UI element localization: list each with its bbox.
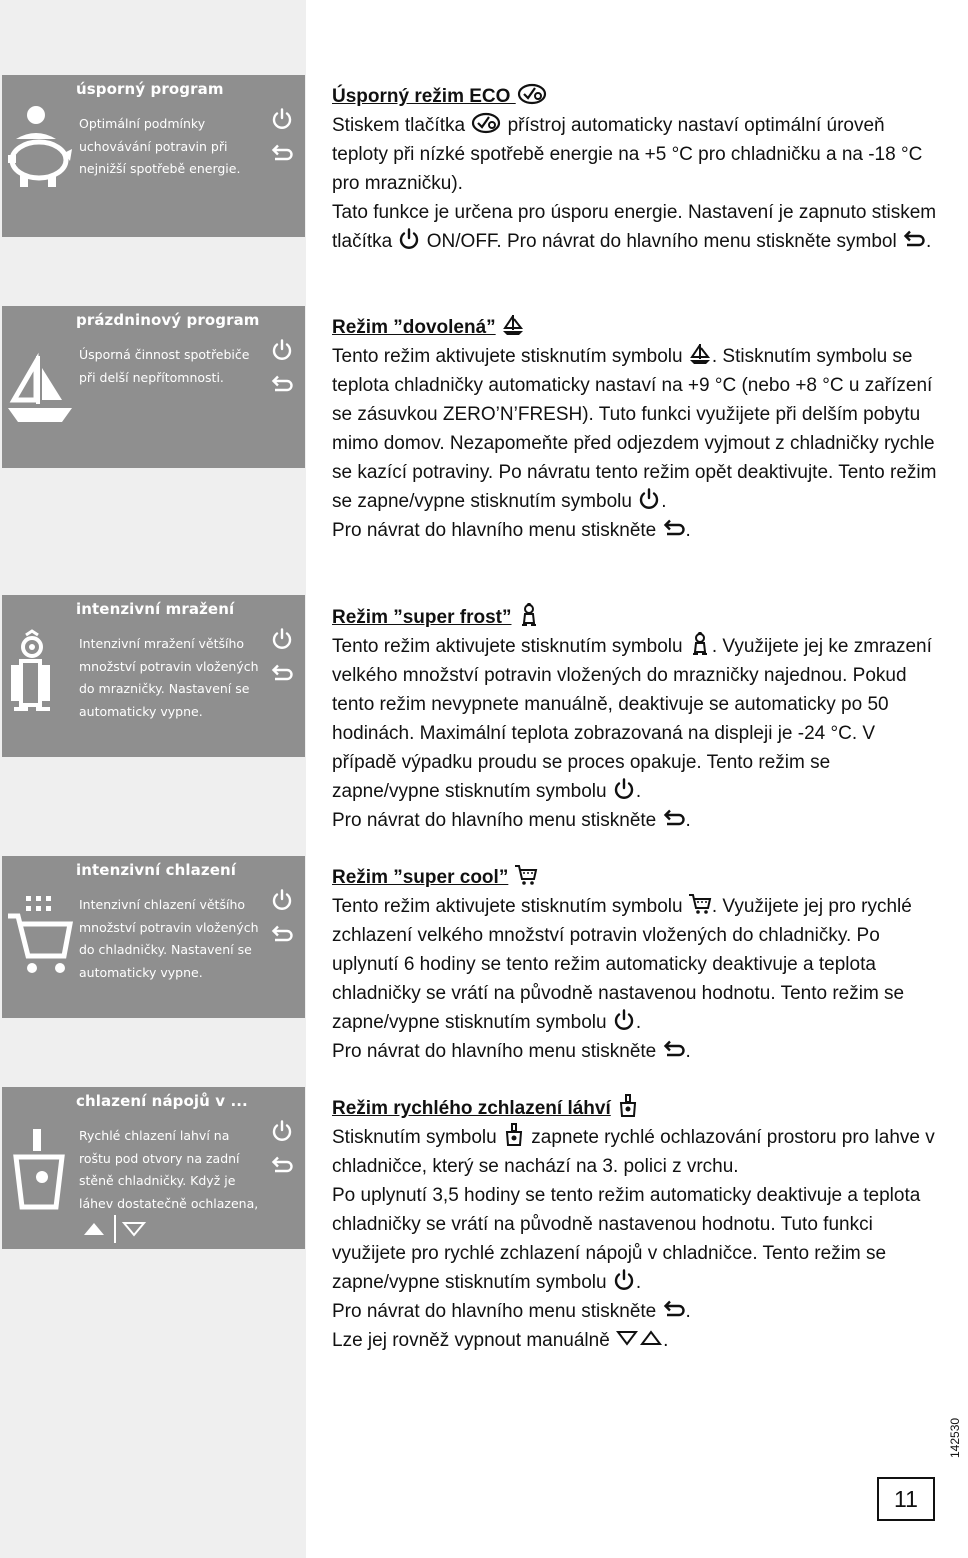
back-icon[interactable] bbox=[270, 141, 300, 171]
up-arrow-icon[interactable] bbox=[82, 1219, 106, 1242]
penguin-icon bbox=[6, 633, 66, 718]
panel-title: intenzivní mražení bbox=[76, 600, 235, 618]
penguin-icon bbox=[517, 603, 541, 627]
panel-description: Intenzivní chlazení většího množství potravin vložených do chladničky. Nastavení se automaticky vypne. bbox=[79, 897, 259, 980]
power-icon bbox=[612, 1008, 636, 1032]
body-text: Pro návrat do hlavního menu stiskněte bbox=[332, 1301, 662, 1322]
panel-super-cool bbox=[2, 856, 305, 1018]
section-heading: Režim ”dovolená” bbox=[332, 317, 496, 338]
back-icon[interactable] bbox=[270, 372, 300, 402]
body-text: . bbox=[685, 1301, 691, 1322]
body-text: Pro návrat do hlavního menu stiskněte bbox=[332, 1041, 662, 1062]
page-number: 11 bbox=[877, 1477, 935, 1521]
sailboat-icon bbox=[688, 342, 712, 366]
back-icon[interactable] bbox=[270, 922, 300, 952]
body-text: . bbox=[685, 810, 691, 831]
shopping-cart-icon bbox=[6, 894, 76, 984]
section-heading: Režim ”super frost” bbox=[332, 607, 512, 628]
power-icon[interactable] bbox=[270, 107, 300, 137]
panel-bottle-cooling bbox=[2, 1087, 305, 1249]
panel-description: Intenzivní mražení většího množství potravin vložených do mrazničky. Nastavení se automaticky vypne. bbox=[79, 636, 259, 719]
body-text: . bbox=[685, 520, 691, 541]
body-text: Tato funkce je určena pro úsporu energie. Nastavení je zapnuto stiskem tlačítka bbox=[332, 202, 937, 252]
shopping-cart-icon bbox=[688, 892, 712, 916]
eco-icon bbox=[470, 111, 502, 135]
body-text: Po uplynutí 3,5 hodiny se tento režim automaticky deaktivuje a teplota chladničky se vrátí na původně nastavenou hodnotu. Tuto funkci využijete pro rychlé zchlazení nápojů v chladničce. Tento režim se zapne/vypne stisknutím symbolu bbox=[332, 1185, 921, 1293]
body-text: . Využijete jej pro rychlé zchlazení velkého množství potravin vložených do chladničky. Po uplynutí 6 hodiny se tento režim automaticky deaktivuje a teplota chladničky se vrátí na původně nastavenou hodnotu. Tento režim se zapne/vypne stisknutím symbolu bbox=[332, 896, 912, 1033]
section-super-cool bbox=[332, 863, 942, 1066]
section-heading: Režim rychlého zchlazení láhví bbox=[332, 1098, 611, 1119]
bottle-bucket-icon bbox=[10, 1127, 70, 1217]
panel-eco-program bbox=[2, 75, 305, 237]
shopping-cart-icon bbox=[514, 863, 538, 887]
panel-title: prázdninový program bbox=[76, 311, 260, 329]
section-bottle-cooling bbox=[332, 1094, 942, 1355]
back-icon[interactable] bbox=[270, 661, 300, 691]
back-icon[interactable] bbox=[270, 1153, 300, 1183]
body-text: . Využijete jej ke zmrazení velkého množství potravin vložených do mrazničky najednou. Pokud tento režim nevypnete manuálně, deaktivuje se automaticky po 50 hodinách. Maximální teplota zobrazovaná na displeji je -24 °C. V případě výpadku proudu se proces opakuje. Tento režim se zapne/vypne stisknutím symbolu bbox=[332, 636, 932, 802]
body-text: Tento režim aktivujete stisknutím symbolu bbox=[332, 896, 688, 917]
penguin-icon bbox=[688, 632, 712, 656]
bottle-icon bbox=[616, 1094, 640, 1118]
body-text: ON/OFF. Pro návrat do hlavního menu stiskněte symbol bbox=[421, 231, 902, 252]
piggy-bank-icon bbox=[6, 105, 76, 210]
body-text: . bbox=[685, 1041, 691, 1062]
document-code: 142530 bbox=[948, 1417, 962, 1458]
panel-description: Rychlé chlazení lahví na roštu pod otvory na zadní stěně chladničky. Když je láhev dostatečně ochlazena, bbox=[79, 1128, 259, 1211]
power-icon[interactable] bbox=[270, 627, 300, 657]
panel-description: Úsporná činnost spotřebiče při delší nepřítomnosti. bbox=[79, 347, 250, 385]
body-text: Tento režim aktivujete stisknutím symbolu bbox=[332, 346, 688, 367]
body-text: Stisknutím symbolu bbox=[332, 1127, 502, 1148]
power-icon[interactable] bbox=[270, 1119, 300, 1149]
panel-title: chlazení nápojů v ... bbox=[76, 1092, 248, 1110]
body-text: . bbox=[635, 1272, 642, 1293]
sailboat-icon bbox=[501, 313, 525, 337]
back-icon bbox=[662, 516, 686, 540]
body-text: Pro návrat do hlavního menu stiskněte bbox=[332, 810, 662, 831]
body-text: . bbox=[661, 491, 667, 512]
panel-title: úsporný program bbox=[76, 80, 224, 98]
power-icon bbox=[637, 487, 661, 511]
body-text: . bbox=[663, 1330, 669, 1351]
power-icon bbox=[397, 227, 421, 251]
body-text: Lze jej rovněž vypnout manuálně bbox=[332, 1330, 616, 1351]
eco-icon bbox=[516, 82, 548, 106]
body-text: Pro návrat do hlavního menu stiskněte bbox=[332, 520, 662, 541]
body-text: přístroj automaticky nastaví optimální úroveň teploty při nízké spotřebě energie na +5 °C pro chladničku a na -18 °C pro mrazničku). bbox=[332, 115, 923, 194]
power-icon bbox=[612, 777, 636, 801]
divider bbox=[114, 1215, 116, 1243]
power-icon[interactable] bbox=[270, 888, 300, 918]
back-icon bbox=[902, 227, 926, 251]
panel-title: intenzivní chlazení bbox=[76, 861, 236, 879]
sailboat-icon bbox=[6, 354, 76, 434]
down-arrow-icon bbox=[615, 1326, 639, 1350]
section-heading: Úsporný režim ECO bbox=[332, 86, 516, 107]
up-arrow-icon bbox=[639, 1326, 663, 1350]
back-icon bbox=[662, 1037, 686, 1061]
body-text: Stiskem tlačítka bbox=[332, 115, 471, 136]
panel-super-frost bbox=[2, 595, 305, 757]
panel-description: Optimální podmínky uchovávání potravin při nejnižší spotřebě energie. bbox=[79, 116, 241, 176]
back-icon bbox=[662, 1297, 686, 1321]
body-text: zapnete rychlé ochlazování prostoru pro lahve v chladničce, který se nachází na 3. polici z vrchu. bbox=[332, 1127, 935, 1177]
section-super-frost bbox=[332, 603, 942, 835]
power-icon[interactable] bbox=[270, 338, 300, 368]
back-icon bbox=[662, 806, 686, 830]
body-text: . bbox=[635, 781, 642, 802]
left-illustration-column bbox=[0, 0, 306, 1558]
power-icon bbox=[612, 1268, 636, 1292]
section-heading: Režim ”super cool” bbox=[332, 867, 509, 888]
bottle-icon bbox=[502, 1123, 526, 1147]
body-text: . bbox=[635, 1012, 642, 1033]
section-holiday bbox=[332, 313, 942, 545]
body-text: . Stisknutím symbolu se teplota chladničky automaticky nastaví na +9 °C (nebo +8 °C u zařízení se zásuvkou ZERO’N’FRESH). Tuto funkci využijete při delším pobytu mimo domov. Nezapomeňte před odjezdem vyjmout z chladničky rychle se kazící potraviny. Po návratu tento režim opět deaktivujte. Tento režim se zapne/vypne stisknutím symbolu bbox=[332, 346, 937, 512]
section-eco bbox=[332, 82, 942, 256]
down-arrow-icon[interactable] bbox=[122, 1221, 146, 1244]
body-text: Tento režim aktivujete stisknutím symbolu bbox=[332, 636, 688, 657]
panel-holiday-program bbox=[2, 306, 305, 468]
body-text: . bbox=[925, 231, 932, 252]
